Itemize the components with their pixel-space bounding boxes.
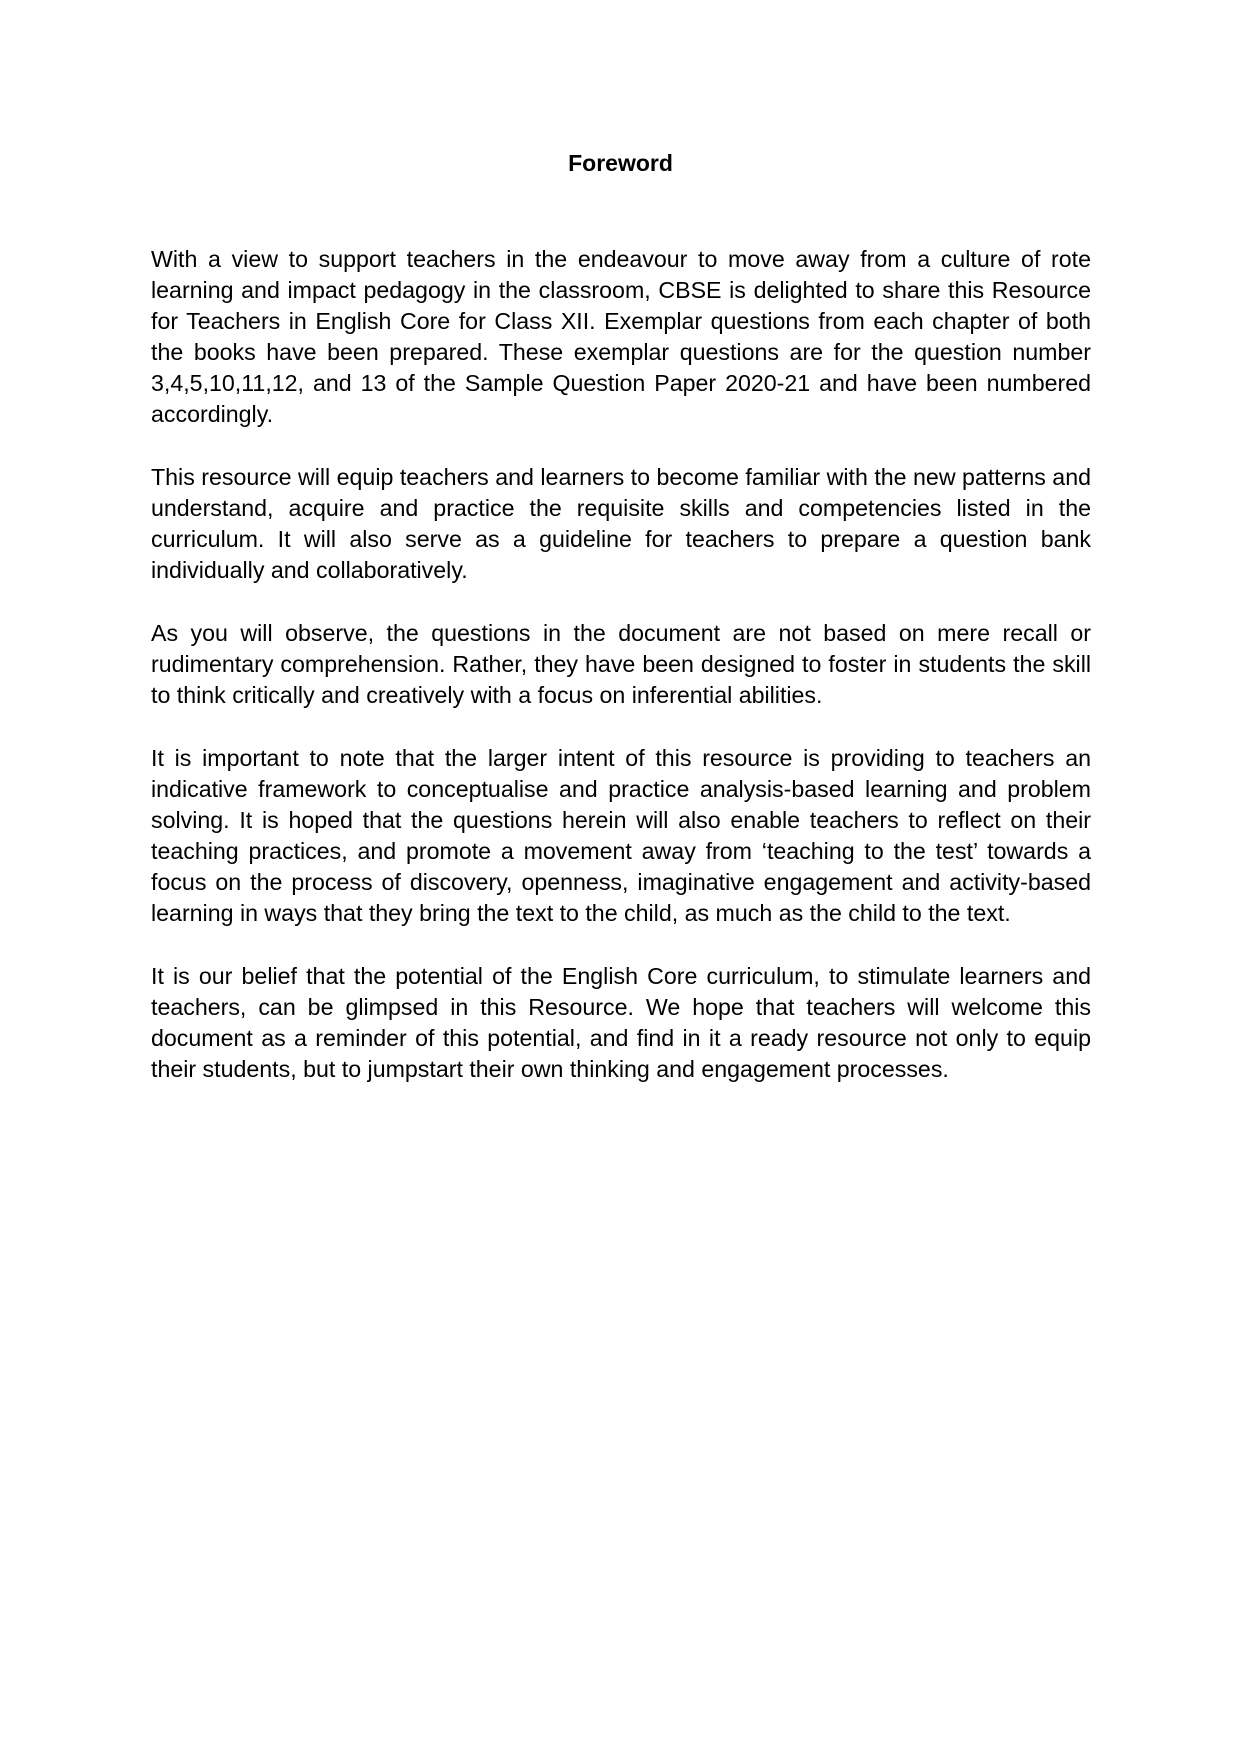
paragraph-1: With a view to support teachers in the endeavour to move away from a culture of rote learning and impact pedagogy in the classroom, CBSE is delighted to share this Resource for Teachers in English Core for Class XII. Exemplar questions from each chapter of both the books have been prepared. These exemplar questions are for the question number 3,4,5,10,11,12, and 13 of the Sample Question Paper 2020-21 and have been numbered accordingly. (151, 246, 1091, 427)
paragraph-2: This resource will equip teachers and learners to become familiar with the new patterns and understand, acquire and practice the requisite skills and competencies listed in the curriculum. It will also serve as a guideline for teachers to prepare a question bank individually and collaboratively. (151, 464, 1091, 583)
paragraph-4: It is important to note that the larger intent of this resource is providing to teachers an indicative framework to conceptualise and practice analysis-based learning and problem solving. It is hoped that the questions herein will also enable teachers to reflect on their teaching practices, and promote a movement away from ‘teaching to the test’ towards a focus on the process of discovery, openness, imaginative engagement and activity-based learning in ways that they bring the text to the child, as much as the child to the text. (151, 745, 1091, 926)
page-title: Foreword (568, 150, 673, 176)
document-body (151, 244, 1091, 1117)
paragraph-5: It is our belief that the potential of the English Core curriculum, to stimulate learners and teachers, can be glimpsed in this Resource. We hope that teachers will welcome this document as a reminder of this potential, and find in it a ready resource not only to equip their students, but to jumpstart their own thinking and engagement processes. (151, 963, 1091, 1082)
paragraph-3: As you will observe, the questions in the document are not based on mere recall or rudimentary comprehension. Rather, they have been designed to foster in students the skill to think critically and creatively with a focus on inferential abilities. (151, 620, 1091, 708)
